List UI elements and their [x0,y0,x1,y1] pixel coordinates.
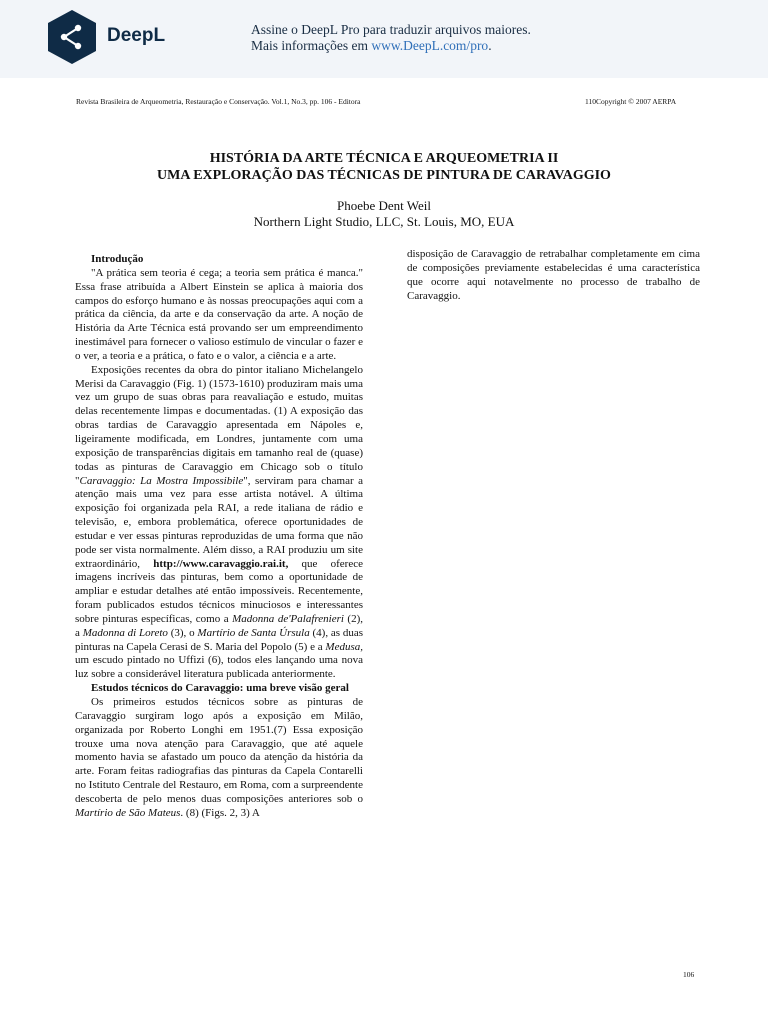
author-affiliation: Northern Light Studio, LLC, St. Louis, MO, EUA [253,214,515,229]
left-column [75,253,363,821]
exhibition-title: Caravaggio: La Mostra Impossibile [79,474,244,487]
rai-site-url[interactable]: http://www.caravaggio.rai.it, [153,557,289,570]
title-line-2: UMA EXPLORAÇÃO DAS TÉCNICAS DE PINTURA DE CARAVAGGIO [157,168,611,183]
journal-citation: Revista Brasileira de Arqueometria, Restauração e Conservação. Vol.1, No.3, pp. 106 - Editora [76,97,361,106]
page-number: 106 [683,970,695,979]
intro-p2-text-d: (2), a [75,612,364,639]
article-title [0,150,768,184]
promo-prefix: Mais informações em [251,38,372,53]
tech-p1-text-a: Os primeiros estudos técnicos sobre as pinturas de Caravaggio surgiram logo após a exposição em Milão, organizada por Roberto Longhi em 1951.(7) Essa exposição trouxe uma nova atenção para Caravaggio, que até aquele momento havia se afastado um pouco da atenção da história da arte. Foram feitas radiografias das pinturas da Capela Contarelli no Istituto Centrale del Restauro, em Roma, com a surpreendente descoberta de pelo menos duas composições anteriores sob o [75,696,363,805]
work-title: Madonna di Loreto [82,626,168,639]
author-name: Phoebe Dent Weil [336,198,432,213]
intro-p2-text-e: (3), o [167,626,198,639]
promo-line-1: Assine o DeepL Pro para traduzir arquivos maiores. [251,22,531,37]
promo-line-2 [251,38,531,54]
promo-suffix: . [488,38,492,53]
deepl-banner [0,0,768,78]
intro-p2-text-b: ", serviram para chamar a atenção mais uma vez para esse artista notável. A última exposição foi organizada pela RAI, a rede italiana de rádio e televisão, e, embora problemática, oferece oportunidades de estudar e ver essas pinturas reproduzidas de uma forma que não pode ser vista normalmente. Além disso, a RAI produziu um site extraordinário, [75,474,363,570]
deepl-pro-link[interactable]: www.DeepL.com/pro [371,38,489,53]
deepl-logo-icon[interactable] [46,9,98,65]
brand-name[interactable]: DeepL [107,25,166,46]
intro-heading: Introdução [91,253,144,265]
intro-paragraph-2 [75,364,363,682]
intro-p2-text-c: que oferece imagens incríveis das pinturas, bem como a oportunidade de ampliar e estudar detalhes até então impossíveis. Recentemente, foram publicados estudos técnicos minuciosos e interessantes sobre pinturas específicas, como a [75,557,363,625]
author-block [0,198,768,230]
work-title: Madonna de'Palafrenieri [232,612,344,625]
intro-paragraph-1: "A prática sem teoria é cega; a teoria sem prática é manca." Essa frase atribuída a Albert Einstein se aplica à maioria dos campos do esforço humano e às nossas preocupações aqui com a prática da ciência, da arte e da conservação da arte. A noção de História da Arte Técnica está provando ser um empreendimento inestimável para fornecer o valioso estímulo de vincular o fazer e o ver, a teoria e a prática, o fato e o valor, a ciência e a arte. [75,266,363,362]
intro-p2-text-f: (4), as duas pinturas na Capela Cerasi de S. Maria del Popolo (5) e a [75,626,363,653]
intro-p2-text-a: Exposições recentes da obra do pintor italiano Michelangelo Merisi da Caravaggio (Fig. 1) (1573-1610) produziram mais uma vez um grupo de suas obras para reavaliação e estudo, muitas delas recentemente limpas e documentadas. (1) A exposição das obras tardias de Caravaggio apresentada em Nápoles e, ligeiramente modificada, em Londres, juntamente com uma exposição de transparências digitais em tamanho real de (quase) todas as pinturas de Caravaggio em Chicago sob o título " [75,363,363,487]
copyright-notice: 110Copyright © 2007 AERPA [585,97,677,106]
promo-text [251,22,531,54]
work-title: Martírio de São Mateus [75,806,181,819]
work-title: Martírio de Santa Úrsula [197,626,310,639]
title-line-1: HISTÓRIA DA ARTE TÉCNICA E ARQUEOMETRIA II [209,151,559,166]
work-title: Medusa, [325,640,363,653]
intro-p2-text-g: um escudo pintado no Uffizi (6), todos eles lançando uma nova luz sobre a considerável literatura publicada anteriormente. [75,654,363,681]
technical-paragraph-1 [75,696,363,821]
right-column-paragraph: disposição de Caravaggio de retrabalhar completamente em cima de composições previamente estabelecidas é uma característica que ocorre aqui notavelmente no processo de trabalho de Caravaggio. [407,248,700,302]
right-column [407,248,700,303]
technical-studies-heading: Estudos técnicos do Caravaggio: uma breve visão geral [91,682,349,695]
tech-p1-text-b: . (8) (Figs. 2, 3) A [180,806,260,819]
